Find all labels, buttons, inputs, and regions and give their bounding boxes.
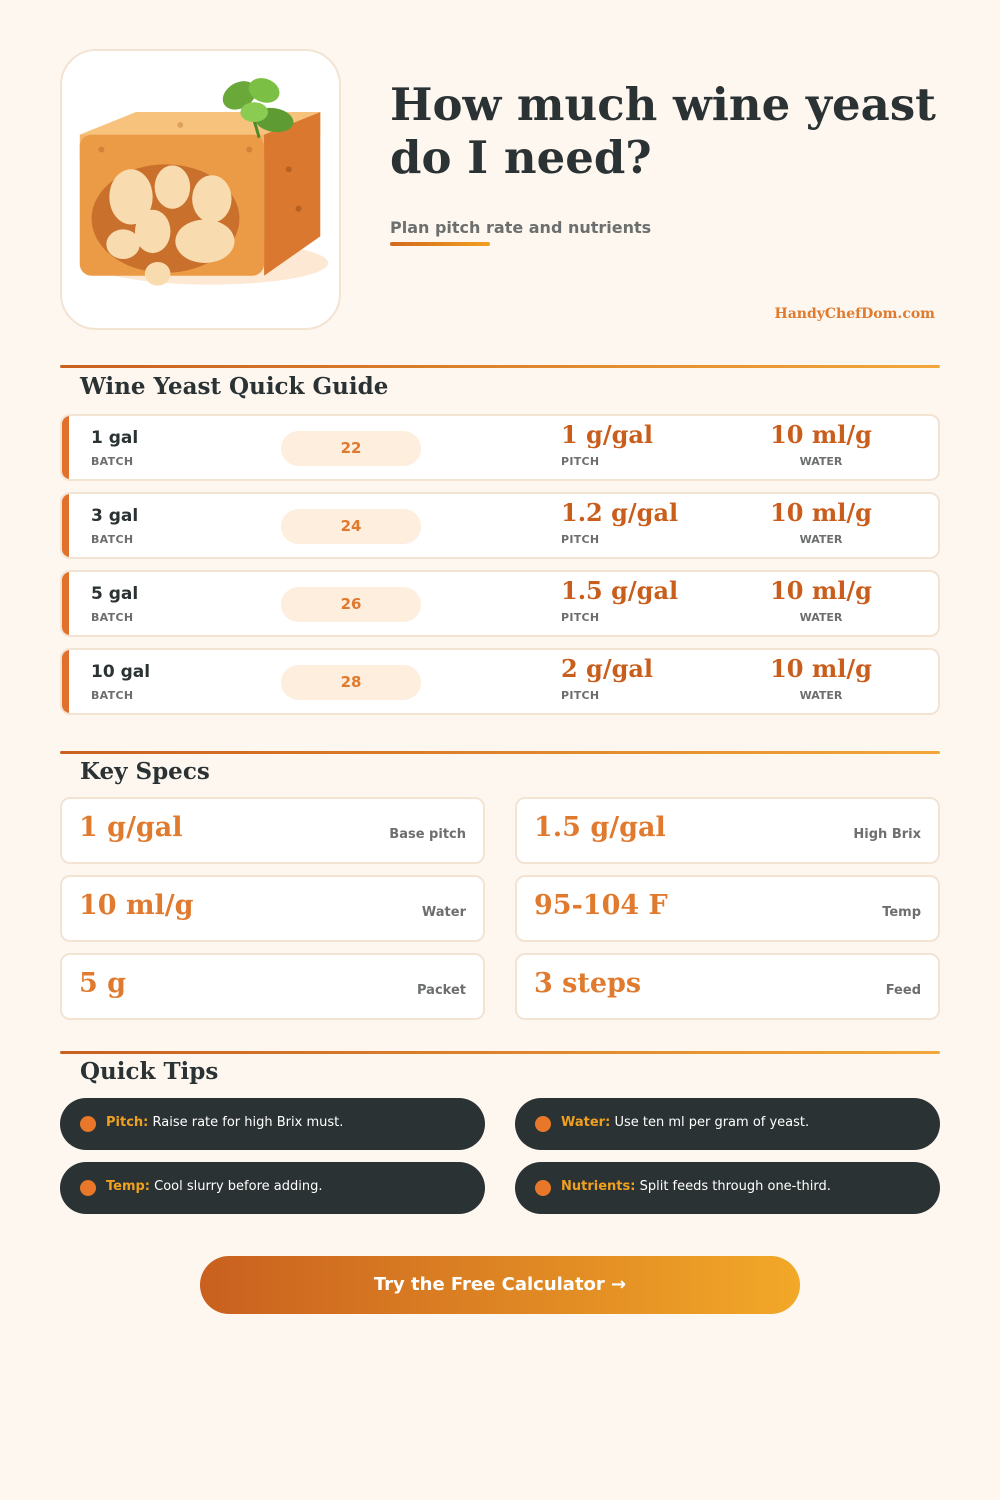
tip-pill [60, 1162, 485, 1214]
spec-label: Water [421, 905, 466, 920]
spec-value: 3 steps [534, 968, 642, 999]
water-label: WATER [799, 689, 843, 702]
water-label: WATER [799, 533, 843, 546]
spec-label: Packet [417, 983, 466, 998]
batch-value: 10 gal [91, 662, 151, 682]
batch-value: 3 gal [91, 506, 139, 526]
guide-row [60, 492, 940, 559]
guide-divider [60, 365, 940, 368]
pitch-value: 1.5 g/gal [561, 576, 679, 605]
specs-title: Key Specs [80, 758, 210, 785]
spec-value: 95-104 F [534, 890, 668, 921]
water-label: WATER [799, 455, 843, 468]
tip-key: Water: [561, 1115, 611, 1130]
specs-divider [60, 751, 940, 754]
batch-label: BATCH [91, 611, 134, 624]
batch-label: BATCH [91, 689, 134, 702]
spec-card [515, 797, 940, 864]
tips-divider [60, 1051, 940, 1054]
row-accent [62, 650, 69, 713]
guide-row [60, 414, 940, 481]
guide-row [60, 648, 940, 715]
tip-bullet-icon [80, 1116, 96, 1132]
spec-card [60, 875, 485, 942]
hero-image-card [60, 49, 341, 330]
water-value: 10 ml/g [770, 654, 872, 683]
page-title: How much wine yeast do I need? [390, 78, 936, 184]
spec-value: 10 ml/g [79, 890, 194, 921]
guide-title: Wine Yeast Quick Guide [80, 373, 389, 400]
spec-label: Feed [885, 983, 921, 998]
spec-card [515, 875, 940, 942]
water-value: 10 ml/g [770, 576, 872, 605]
yeast-block-illustration [62, 51, 339, 328]
tip-bullet-icon [535, 1116, 551, 1132]
tip-pill [515, 1162, 940, 1214]
spec-label: Base pitch [389, 827, 466, 842]
tip-pill [60, 1098, 485, 1150]
spec-card [60, 797, 485, 864]
row-accent [62, 572, 69, 635]
row-accent [62, 416, 69, 479]
pitch-value: 1 g/gal [561, 420, 654, 449]
tip-text: Raise rate for high Brix must. [152, 1115, 344, 1130]
batch-pill: 26 [281, 587, 421, 622]
pitch-label: PITCH [561, 455, 600, 468]
subtitle-underline [390, 242, 490, 246]
spec-card [60, 953, 485, 1020]
tip-pill [515, 1098, 940, 1150]
batch-value: 5 gal [91, 584, 139, 604]
tip-key: Pitch: [106, 1115, 149, 1130]
spec-value: 1.5 g/gal [534, 812, 666, 843]
spec-card [515, 953, 940, 1020]
batch-pill: 28 [281, 665, 421, 700]
batch-pill: 24 [281, 509, 421, 544]
pitch-label: PITCH [561, 611, 600, 624]
tip-key: Nutrients: [561, 1179, 636, 1194]
tip-text: Cool slurry before adding. [154, 1179, 323, 1194]
spec-label: High Brix [853, 827, 921, 842]
tip-text: Use ten ml per gram of yeast. [614, 1115, 810, 1130]
tip-bullet-icon [80, 1180, 96, 1196]
water-value: 10 ml/g [770, 420, 872, 449]
tips-title: Quick Tips [80, 1058, 219, 1085]
batch-pill: 22 [281, 431, 421, 466]
tip-key: Temp: [106, 1179, 151, 1194]
tip-text: Split feeds through one-third. [639, 1179, 831, 1194]
batch-label: BATCH [91, 455, 134, 468]
batch-label: BATCH [91, 533, 134, 546]
pitch-label: PITCH [561, 689, 600, 702]
row-accent [62, 494, 69, 557]
pitch-value: 1.2 g/gal [561, 498, 679, 527]
pitch-value: 2 g/gal [561, 654, 654, 683]
water-label: WATER [799, 611, 843, 624]
spec-value: 1 g/gal [79, 812, 183, 843]
pitch-label: PITCH [561, 533, 600, 546]
brand-link[interactable]: HandyChefDom.com [774, 306, 935, 322]
tip-bullet-icon [535, 1180, 551, 1196]
calculator-cta-button[interactable]: Try the Free Calculator → [200, 1256, 800, 1314]
spec-value: 5 g [79, 968, 127, 999]
guide-row [60, 570, 940, 637]
spec-label: Temp [882, 905, 921, 920]
batch-value: 1 gal [91, 428, 139, 448]
water-value: 10 ml/g [770, 498, 872, 527]
page-subtitle: Plan pitch rate and nutrients [390, 218, 652, 237]
